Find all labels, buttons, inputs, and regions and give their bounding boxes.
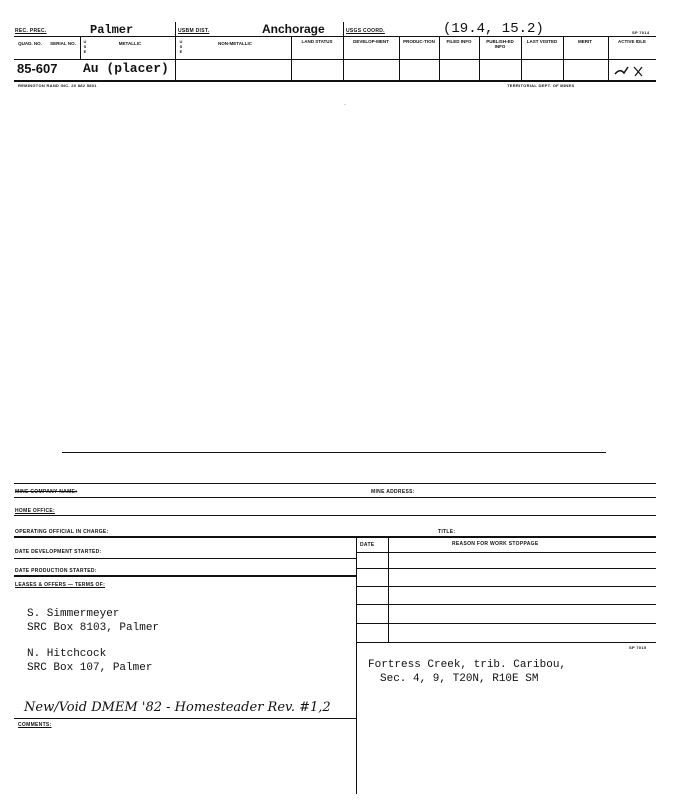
development-header: DEVELOP-MENT	[353, 39, 389, 44]
mine-company-label: MINE COMPANY NAME:	[15, 489, 78, 495]
operating-official-label: OPERATING OFFICIAL IN CHARGE:	[15, 529, 109, 535]
top-footer-right: TERRITORIAL DEPT. OF MINES	[507, 83, 575, 88]
usgs-coord-value: (19.4, 15.2)	[443, 21, 544, 37]
metallic-value: Au (placer)	[83, 61, 169, 76]
bottom-form-number: SP 7015	[629, 645, 647, 650]
filed-info-header: FILED INFO	[446, 39, 472, 44]
top-form-number: SP 7014	[632, 30, 650, 35]
nonmetallic-use-codes: U S E	[179, 39, 183, 54]
comments-label: COMMENTS:	[18, 722, 52, 728]
rec-prec-label: REC. PREC.	[15, 28, 47, 34]
handwritten-note: New/Void DMEM '82 - Homesteader Rev. #1,2	[24, 700, 331, 715]
usbm-dist-value: Anchorage	[262, 22, 325, 36]
active-check-mark	[612, 59, 656, 81]
owner1-name: S. Simmermeyer	[27, 608, 120, 620]
owner2-address: SRC Box 107, Palmer	[27, 662, 153, 674]
mine-address-label: MINE ADDRESS:	[371, 489, 415, 495]
land-status-header: LAND STATUS	[301, 39, 333, 44]
home-office-label: HOME OFFICE:	[15, 508, 55, 514]
dev-started-label: DATE DEVELOPMENT STARTED:	[15, 549, 102, 555]
reason-column-label: REASON FOR WORK STOPPAGE	[452, 541, 539, 547]
nonmetallic-header: NON-METALLIC	[218, 41, 252, 46]
top-footer-left: REMINGTON RAND INC. 20 882 5801	[18, 83, 97, 88]
rec-prec-value: Palmer	[90, 23, 134, 37]
usgs-coord-label: USGS COORD.	[346, 28, 385, 34]
speck-mark: ·	[344, 102, 346, 108]
production-header: PRODUC-TION	[403, 39, 435, 44]
leases-label: LEASES & OFFERS — TERMS OF:	[15, 582, 106, 588]
quad-serial-value: 85-607	[17, 61, 58, 76]
last-visited-header: LAST VISITED	[526, 39, 558, 44]
owner2-name: N. Hitchcock	[27, 648, 107, 660]
date-column-label: DATE	[360, 542, 375, 548]
serial-no-header: SERIAL NO.	[50, 41, 76, 46]
metallic-use-codes: U S E	[83, 39, 87, 54]
published-info-header: PUBLISH-ED INFO	[486, 39, 514, 49]
prod-started-label: DATE PRODUCTION STARTED:	[15, 568, 97, 574]
title-label: TITLE:	[438, 529, 456, 535]
metallic-header: METALLIC	[118, 41, 142, 46]
active-idle-header: ACTIVE IDLE	[617, 39, 646, 44]
location-line-1: Fortress Creek, trib. Caribou,	[368, 659, 567, 671]
usbm-dist-label: USBM DIST.	[178, 28, 210, 34]
quad-no-header: QUAD. NO.	[18, 41, 42, 46]
location-line-2: Sec. 4, 9, T20N, R10E SM	[380, 673, 539, 685]
merit-header: MERIT	[578, 39, 592, 44]
owner1-address: SRC Box 8103, Palmer	[27, 622, 160, 634]
